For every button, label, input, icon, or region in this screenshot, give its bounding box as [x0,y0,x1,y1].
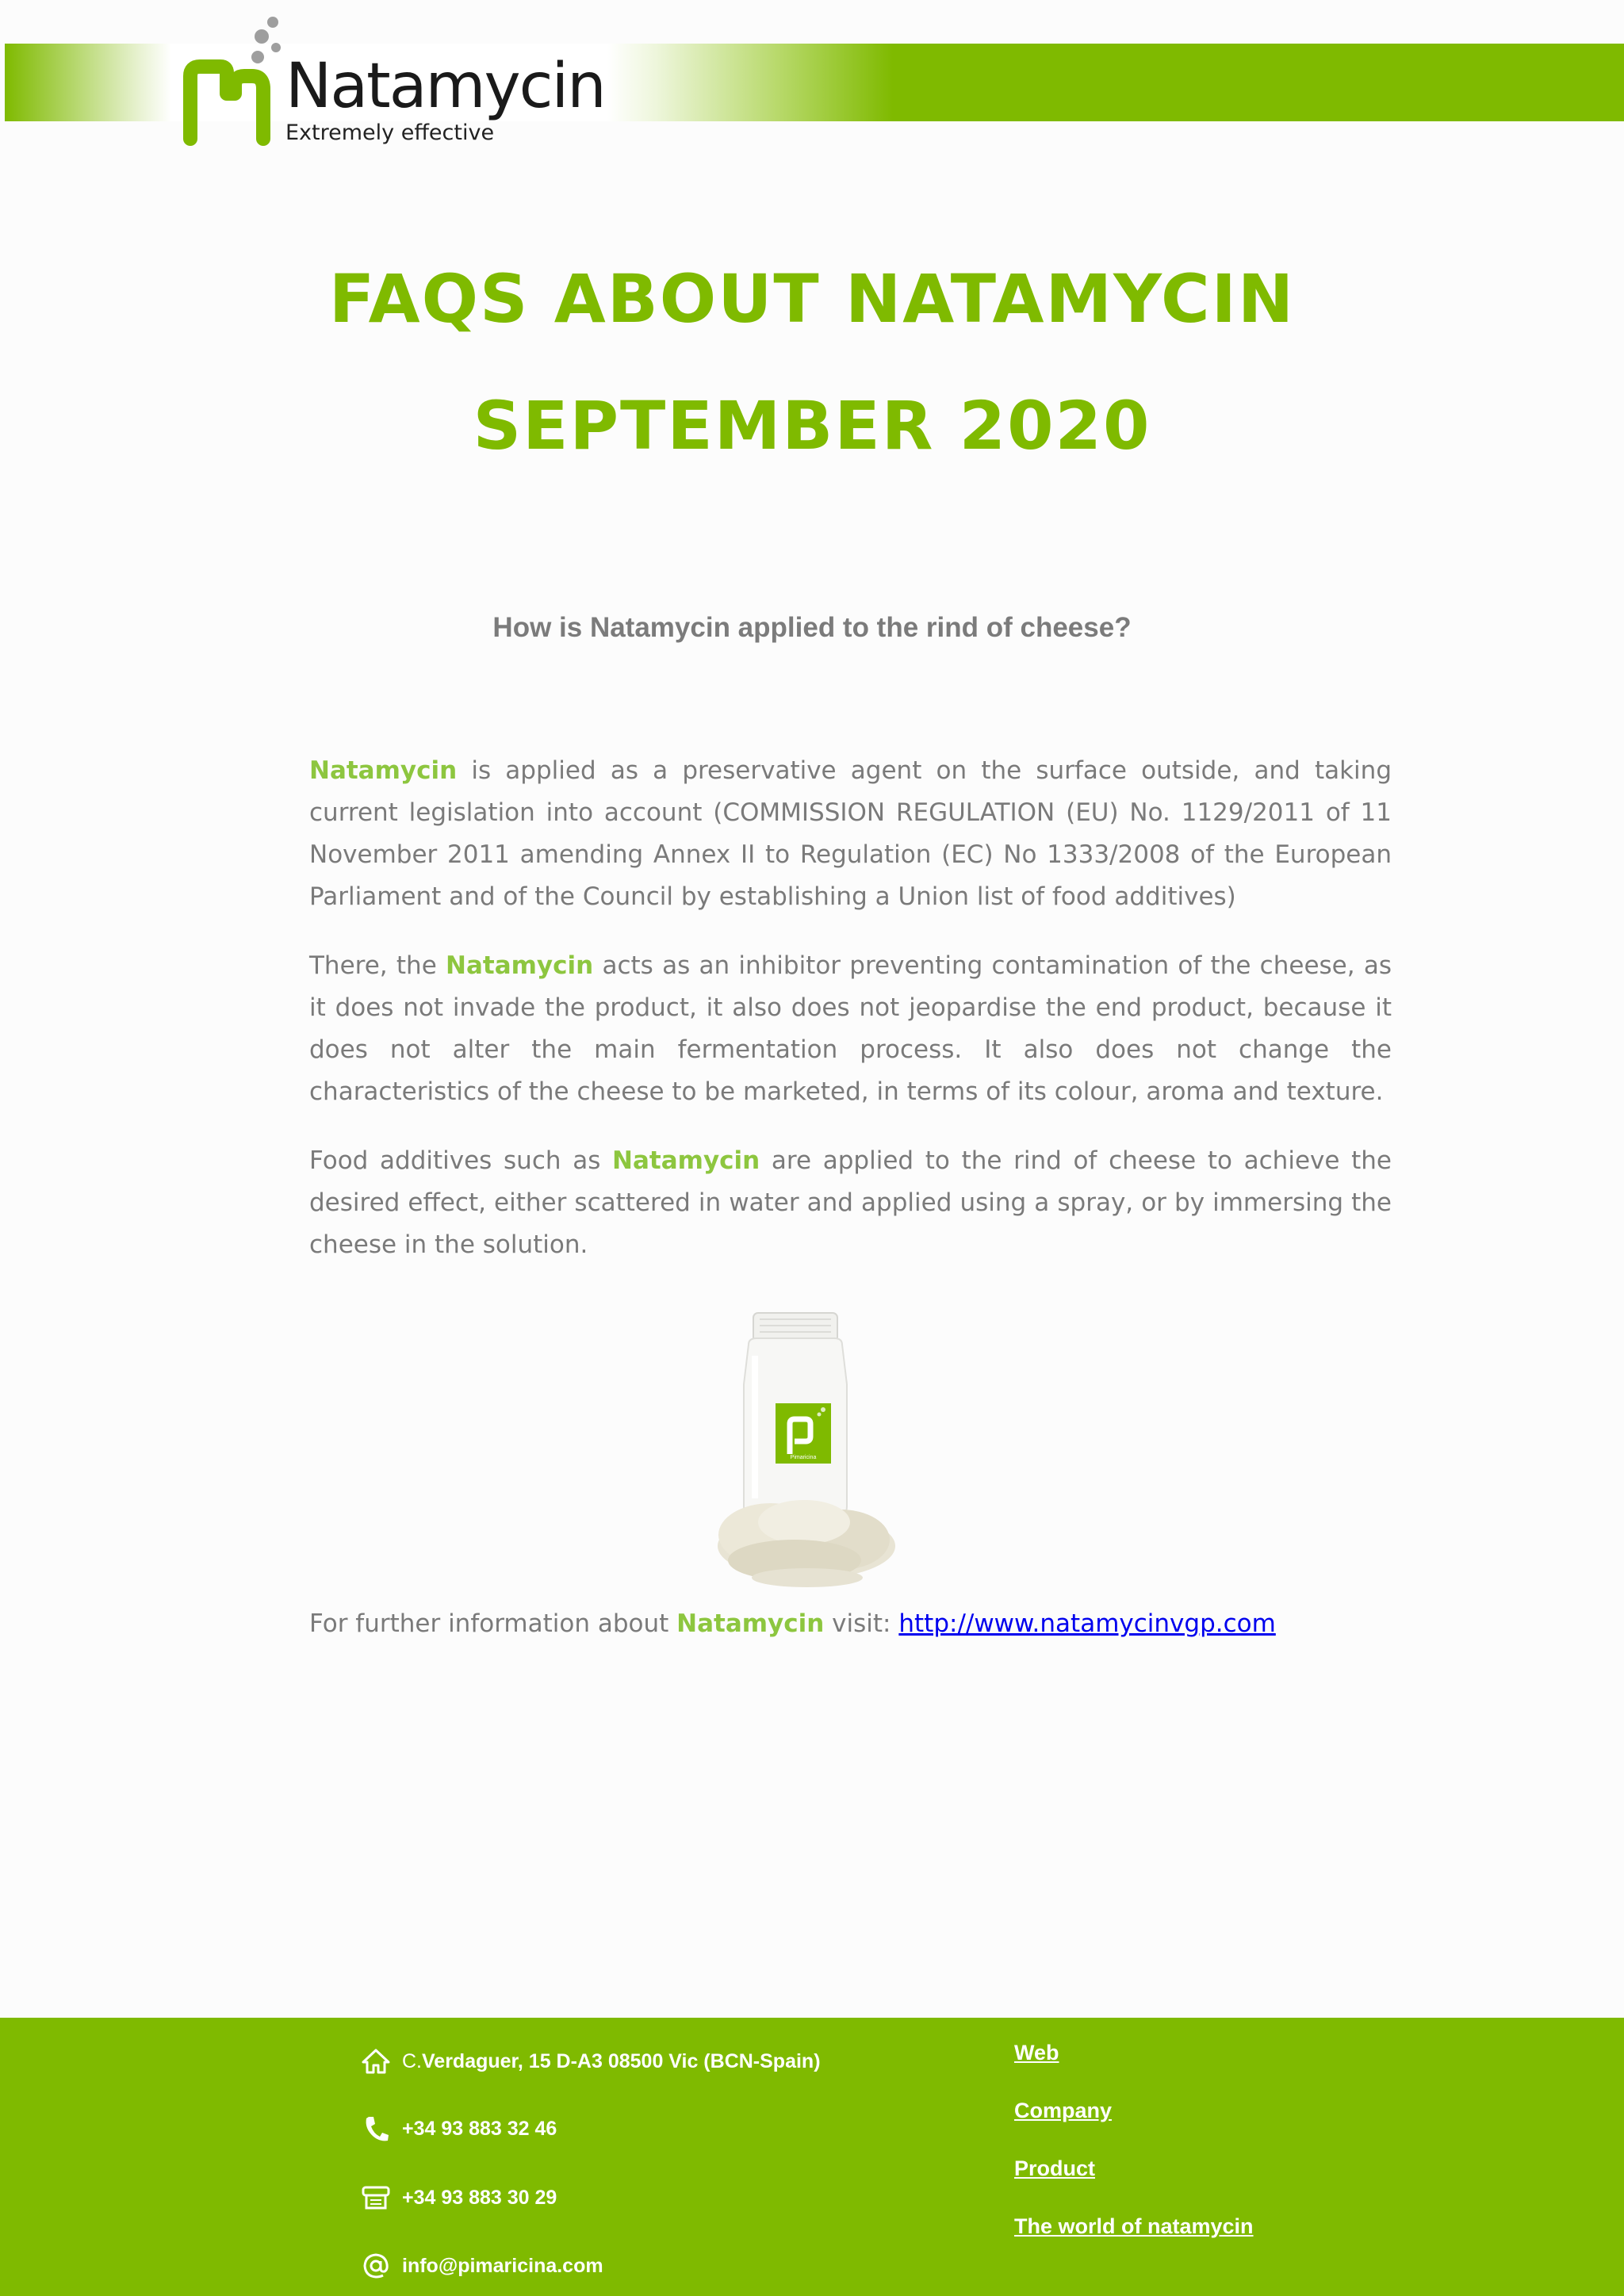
faq-question: How is Natamycin applied to the rind of cheese? [492,612,1132,643]
natamycin-highlight: Natamycin [612,1146,760,1175]
paragraph-text: acts as an inhibitor preventing contamination of the cheese, as it does not invade the product, it also does not jeopardise the end product, because it does not alter the main fermentation process. It also does not change the characteristics of the cheese to be marketed, in terms of its colour, aroma and texture. [309,951,1392,1106]
product-bottle-image [707,1308,914,1594]
answer-paragraph-3 [309,1140,1392,1266]
page-subtitle-date: SEPTEMBER 2020 [473,387,1151,465]
footer-email [361,2250,603,2282]
footer-address [361,2045,821,2077]
paragraph-text: Food additives such as [309,1146,613,1175]
footer-link-company[interactable]: Company [1014,2099,1113,2122]
footer-fax [361,2182,557,2214]
fax-text: +34 93 883 30 29 [402,2186,557,2209]
bottle-label-text: Pimaricina [790,1455,817,1460]
natamycin-highlight: Natamycin [309,756,458,785]
page-title: FAQS ABOUT NATAMYCIN [328,260,1296,338]
paragraph-text: There, the [309,951,446,980]
at-icon [361,2251,391,2281]
natamycin-highlight: Natamycin [676,1609,825,1638]
footer-phone [361,2113,557,2145]
logo-name: Natamycin [285,51,605,122]
footer-link-web[interactable]: Web [1014,2041,1059,2064]
further-text: visit: [824,1609,899,1638]
footer-link-world-of-natamycin[interactable]: The world of natamycin [1014,2214,1254,2238]
paragraph-text: is applied as a preservative agent on the surface outside, and taking current legislation into account (COMMISSION REGULATION (EU) No. 1129/2011 of 11 November 2011 amending Annex II to Regulation (EC) No 1333/2008 of the European Parliament and of the Council by establishing a Union list of food additives) [309,756,1392,911]
website-link[interactable]: http://www.natamycinvgp.com [898,1609,1276,1638]
phone-icon [361,2114,391,2144]
answer-paragraph-1 [309,750,1392,918]
natamycin-logo [176,16,604,152]
logo-mark-icon [176,16,287,152]
further-text: For further information about [309,1609,677,1638]
answer-paragraph-2 [309,945,1392,1113]
logo-tagline: Extremely effective [285,121,495,145]
address-prefix: C. [402,2049,422,2072]
paragraph-text: are applied to the rind of cheese to achieve the desired effect, either scattered in water and applied using a spray, or by immersing the cheese in the solution. [309,1146,1392,1259]
natamycin-highlight: Natamycin [446,951,594,980]
fax-icon [361,2183,391,2213]
faq-answer [309,750,1392,1293]
further-info [309,1603,1392,1645]
email-text: info@pimaricina.com [402,2254,603,2277]
footer-link-product[interactable]: Product [1014,2156,1096,2180]
phone-text: +34 93 883 32 46 [402,2117,557,2140]
home-icon [361,2046,391,2076]
address-text: Verdaguer, 15 D-A3 08500 Vic (BCN-Spain) [422,2049,821,2072]
